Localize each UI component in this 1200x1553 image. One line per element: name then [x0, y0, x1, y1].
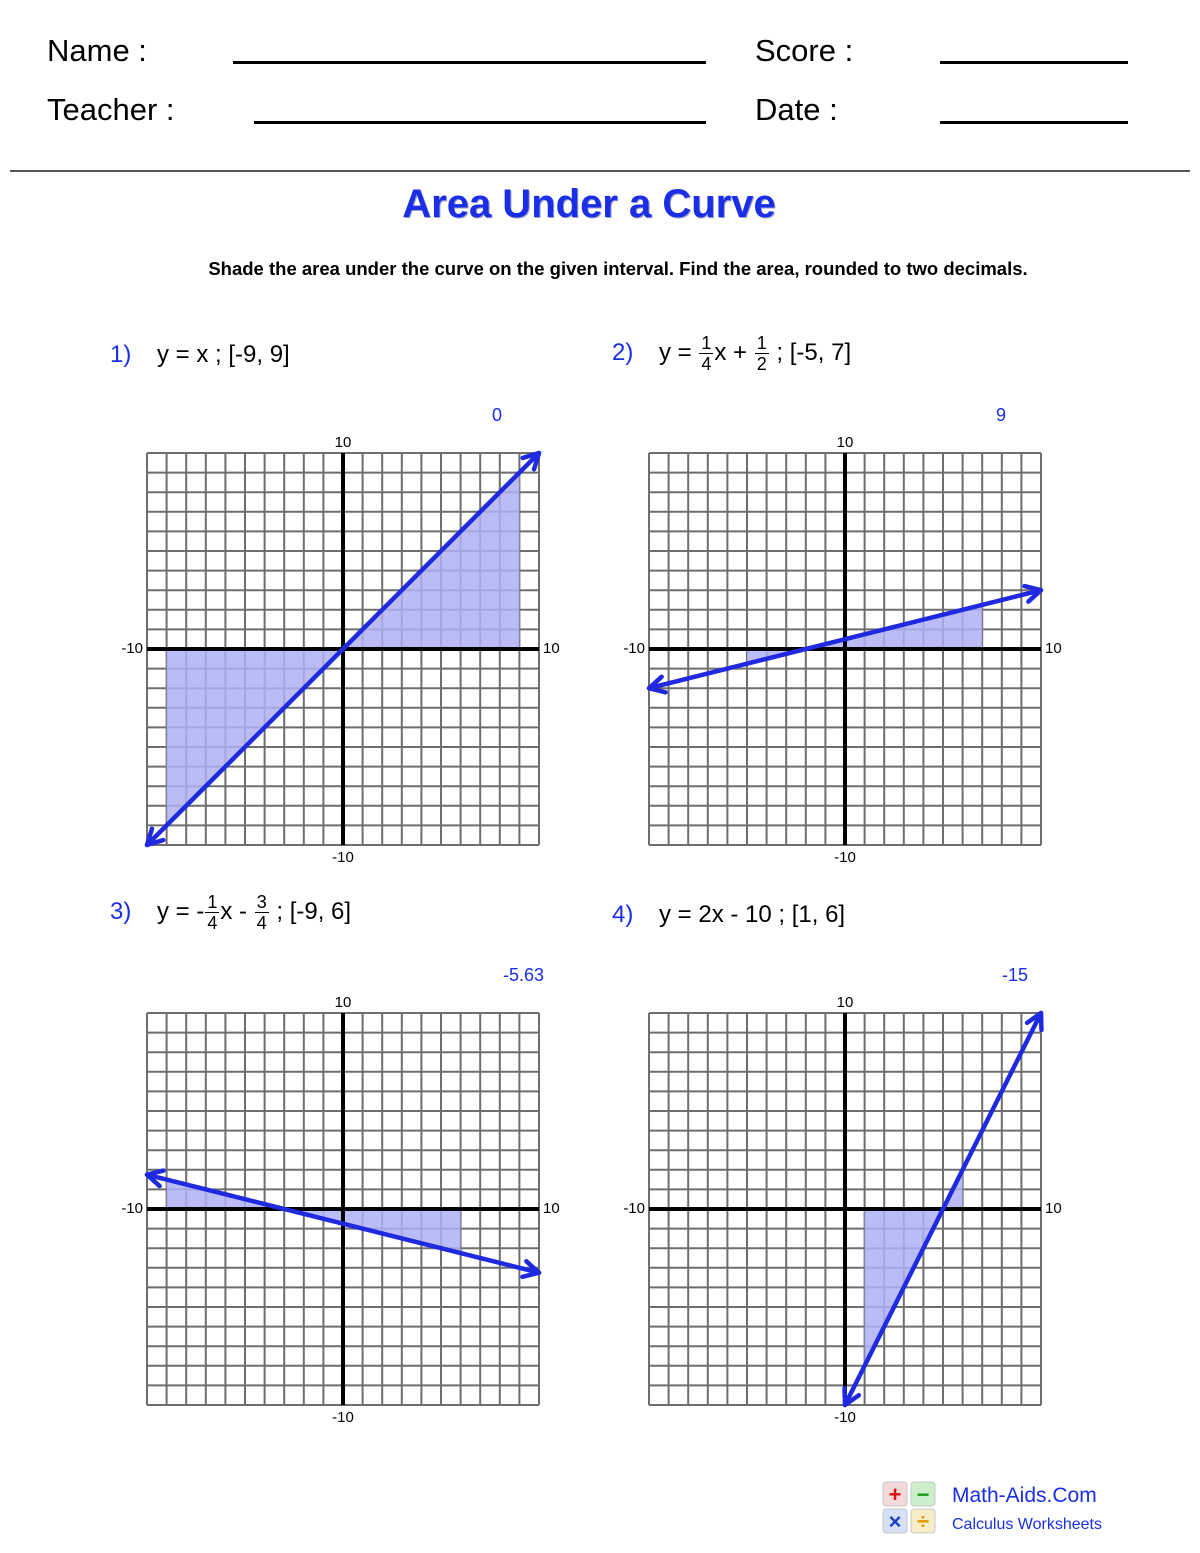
axis-label-left: -10	[121, 1200, 143, 1217]
divide-icon: ÷	[916, 1509, 930, 1534]
problem-number: 3)	[110, 897, 132, 925]
score-label: Score :	[755, 33, 854, 68]
axis-label-bottom: -10	[332, 849, 354, 866]
axis-label-top: 10	[334, 994, 352, 1011]
fraction-denominator: 2	[756, 354, 767, 374]
problem-1-equation	[110, 343, 290, 367]
score-field[interactable]	[940, 61, 1128, 64]
header-divider	[10, 170, 1190, 172]
axis-label-left: -10	[623, 640, 645, 657]
axis-label-right: 10	[543, 640, 560, 657]
footer-subtitle: Calculus Worksheets	[952, 1516, 1102, 1533]
axis-label-top: 10	[334, 434, 352, 451]
equation-text: y =	[659, 338, 699, 366]
equation-text: x -	[220, 897, 254, 925]
graph-svg	[649, 1013, 1041, 1405]
problem-4-graph	[623, 994, 1062, 1426]
graph-svg	[147, 1013, 539, 1405]
problem-2-graph	[623, 434, 1062, 866]
page-title: Area Under a Curve	[402, 182, 776, 226]
axis-label-right: 10	[543, 1200, 560, 1217]
equation-text: ; [-5, 7]	[769, 338, 852, 366]
axis-label-top: 10	[836, 994, 854, 1011]
equation-text: y = 2x - 10 ; [1, 6]	[659, 901, 846, 928]
problem-1-graph	[121, 434, 560, 866]
fraction-numerator: 1	[207, 892, 218, 912]
date-label: Date :	[755, 92, 838, 127]
problem-4-answer: -15	[1001, 965, 1028, 985]
problem-number: 4)	[612, 901, 634, 928]
problem-3-equation	[110, 893, 351, 932]
footer-brand: Math-Aids.Com	[952, 1484, 1097, 1507]
axis-label-bottom: -10	[834, 1409, 856, 1426]
problem-1-answer: 0	[491, 405, 502, 425]
problem-number: 1)	[110, 341, 132, 368]
equation-text: y = -	[157, 897, 205, 925]
math-aids-logo-icon	[882, 1481, 938, 1540]
problem-2-equation	[612, 334, 851, 373]
problem-4-equation	[612, 903, 845, 927]
name-field[interactable]	[233, 61, 706, 64]
teacher-label: Teacher :	[47, 92, 175, 127]
teacher-field[interactable]	[254, 121, 706, 124]
axis-label-right: 10	[1045, 1200, 1062, 1217]
fraction	[755, 334, 769, 373]
equation-text: ; [-9, 6]	[269, 897, 352, 925]
name-label: Name :	[47, 33, 147, 68]
problem-3-answer: -5.63	[502, 965, 544, 985]
fraction-numerator: 1	[701, 333, 712, 353]
axis-label-left: -10	[623, 1200, 645, 1217]
equation-text: y = x ; [-9, 9]	[157, 341, 290, 368]
fraction	[255, 893, 269, 932]
instructions: Shade the area under the curve on the given interval. Find the area, rounded to two decimals.	[208, 258, 1028, 279]
plus-icon: +	[888, 1482, 902, 1507]
axis-label-bottom: -10	[332, 1409, 354, 1426]
axis-label-top: 10	[836, 434, 854, 451]
logo-svg	[882, 1481, 938, 1535]
date-field[interactable]	[940, 121, 1128, 124]
equation-text: x +	[714, 338, 754, 366]
fraction-numerator: 1	[756, 333, 767, 353]
fraction-denominator: 4	[256, 913, 267, 933]
axis-label-left: -10	[121, 640, 143, 657]
fraction	[699, 334, 713, 373]
problem-2-answer: 9	[995, 405, 1006, 425]
times-icon: ×	[888, 1509, 902, 1534]
problem-number: 2)	[612, 338, 634, 366]
fraction-numerator: 3	[256, 892, 267, 912]
axis-label-bottom: -10	[834, 849, 856, 866]
fraction-denominator: 4	[207, 913, 218, 933]
fraction	[205, 893, 219, 932]
problem-3-graph	[121, 994, 560, 1426]
graph-svg	[649, 453, 1041, 845]
graph-svg	[147, 453, 539, 845]
axis-label-right: 10	[1045, 640, 1062, 657]
minus-icon: −	[916, 1482, 930, 1507]
fraction-denominator: 4	[701, 354, 712, 374]
